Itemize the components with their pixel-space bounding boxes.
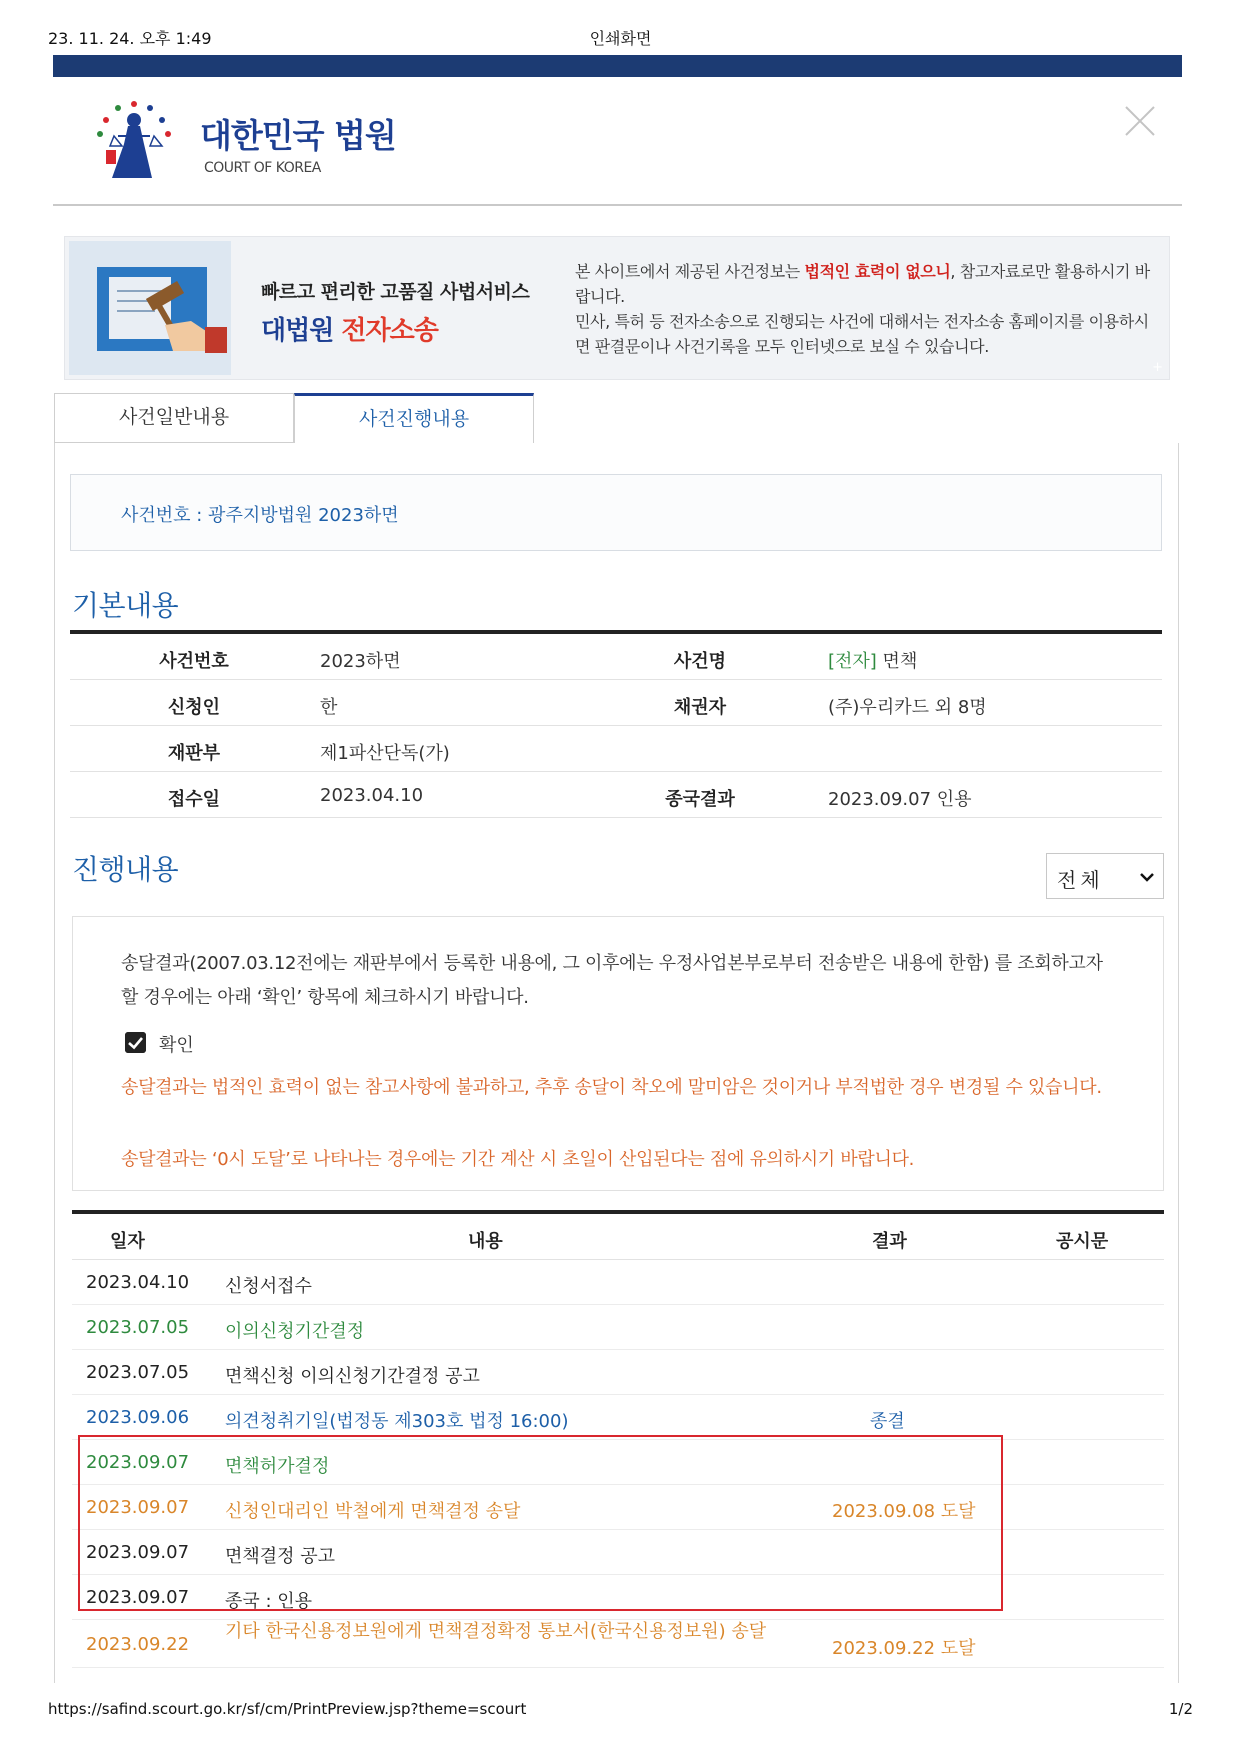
plus-icon[interactable]: + <box>1152 360 1163 375</box>
header-divider <box>53 204 1182 206</box>
progress-filter-select[interactable] <box>1046 853 1164 899</box>
row-date: 2023.04.10 <box>86 1272 190 1293</box>
tab-general[interactable]: 사건일반내용 <box>54 393 294 443</box>
print-header <box>48 26 1193 48</box>
banner-subtitle: 빠르고 편리한 고품질 사법서비스 <box>261 281 530 303</box>
tab-progress[interactable]: 사건진행내용 <box>294 393 534 443</box>
section-title-basic: 기본내용 <box>72 589 179 622</box>
section-title-progress: 진행내용 <box>72 853 179 886</box>
value-case-name <box>828 647 917 673</box>
table-row <box>70 634 1162 680</box>
checkbox-checked-icon[interactable] <box>125 1032 146 1053</box>
header-notice: 공시문 <box>1056 1231 1109 1252</box>
label-creditor: 채권자 <box>673 697 727 718</box>
court-emblem-icon <box>88 92 180 182</box>
banner-text-line2: 민사, 특허 등 전자소송으로 진행되는 사건에 대해서는 전자소송 홈페이지를 이용하시면 판결문이나 사건기록을 모두 인터넷으로 보실 수 있습니다. <box>575 312 1149 356</box>
table-row <box>72 1620 1164 1668</box>
row-date: 2023.09.07 <box>86 1587 190 1608</box>
row-content: 면책허가결정 <box>225 1456 330 1477</box>
filter-value: 전체 <box>1057 868 1104 892</box>
banner-disclaimer <box>575 259 1155 359</box>
warning-text-1: 송달결과는 법적인 효력이 없는 참고사항에 불과하고, 추후 송달이 착오에 말미암은 것이거나 부적법한 경우 변경될 수 있습니다. <box>121 1077 1102 1098</box>
table-row <box>70 680 1162 726</box>
row-result: 종결 <box>870 1411 905 1432</box>
value-filing-date: 2023.04.10 <box>320 785 424 806</box>
row-content: 면책결정 공고 <box>225 1546 336 1567</box>
row-date: 2023.09.07 <box>86 1542 190 1563</box>
row-content: 종국 : 인용 <box>225 1591 313 1612</box>
row-date: 2023.09.22 <box>86 1634 190 1655</box>
value-final-result: 2023.09.07 인용 <box>828 789 972 810</box>
table-header <box>72 1214 1164 1260</box>
row-content: 기타 한국신용정보원에게 면책결정확정 통보서(한국신용정보원) 송달 <box>225 1621 767 1642</box>
row-content: 이의신청기간결정 <box>225 1321 365 1342</box>
row-date: 2023.07.05 <box>86 1362 190 1383</box>
label-court-division: 재판부 <box>167 743 221 764</box>
value-court-division: 제1파산단독(가) <box>320 743 450 764</box>
top-bar <box>53 55 1182 77</box>
logo-english: COURT OF KOREA <box>204 160 321 176</box>
gavel-document-icon <box>69 241 231 375</box>
banner-brand <box>261 310 529 347</box>
ecourt-banner[interactable] <box>64 236 1170 380</box>
row-result: 2023.09.22 도달 <box>832 1638 976 1659</box>
content-border-left <box>54 443 55 1683</box>
print-footer <box>48 1700 1193 1720</box>
row-date: 2023.09.07 <box>86 1497 190 1518</box>
notice-text: 송달결과(2007.03.12전에는 재판부에서 등록한 내용에, 그 이후에는 우정사업본부로부터 전송받은 내용에 한함) 를 조회하고자 할 경우에는 아래 ‘확인’ 항목에 체크하시기 바랍니다. <box>121 953 1103 1008</box>
basic-info-table <box>70 630 1162 818</box>
label-filing-date: 접수일 <box>167 789 221 810</box>
print-title: 인쇄화면 <box>589 29 652 48</box>
banner-text-post: , 참고자료로만 활용하시기 바랍니다. <box>575 262 1150 306</box>
banner-text-red: 법적인 효력이 없으니 <box>804 262 951 281</box>
content-border-right <box>1178 443 1179 1683</box>
value-applicant: 한 <box>320 697 338 718</box>
value-creditor: (주)우리카드 외 8명 <box>828 697 987 718</box>
header-content: 내용 <box>468 1231 503 1252</box>
print-datetime: 23. 11. 24. 오후 1:49 <box>48 29 212 48</box>
table-row <box>70 726 1162 772</box>
case-number-line: 사건번호 : 광주지방법원 2023하면 <box>121 505 399 526</box>
electronic-tag: [전자] <box>828 651 877 672</box>
table-row <box>72 1350 1164 1395</box>
warning-text-2: 송달결과는 ‘0시 도달’로 나타나는 경우에는 기간 계산 시 초일이 산입된다는 점에 유의하시기 바랍니다. <box>121 1149 915 1170</box>
banner-brand-blue: 대법원 <box>261 316 334 346</box>
delivery-notice-box <box>72 916 1164 1191</box>
value-case-number: 2023하면 <box>320 651 401 672</box>
banner-brand-red: 전자소송 <box>341 316 438 346</box>
court-logo[interactable] <box>88 92 408 187</box>
banner-text-pre: 본 사이트에서 제공된 사건정보는 <box>575 262 805 281</box>
confirm-label: 확인 <box>159 1035 194 1056</box>
print-page-number: 1/2 <box>1168 1700 1193 1718</box>
print-url: https://safind.scourt.go.kr/sf/cm/PrintPreview.jsp?theme=scourt <box>48 1700 527 1718</box>
label-applicant: 신청인 <box>167 697 221 718</box>
table-row <box>72 1395 1164 1440</box>
row-date: 2023.09.07 <box>86 1452 190 1473</box>
row-content: 신청인대리인 박철에게 면책결정 송달 <box>225 1501 521 1522</box>
chevron-down-icon <box>1139 869 1155 885</box>
label-case-name: 사건명 <box>673 651 727 672</box>
case-number-box <box>70 474 1162 551</box>
row-content: 의견청취기일(법정동 제303호 법정 16:00) <box>225 1411 569 1432</box>
row-content: 면책신청 이의신청기간결정 공고 <box>225 1366 480 1387</box>
table-row <box>72 1260 1164 1305</box>
row-date: 2023.07.05 <box>86 1317 190 1338</box>
row-content: 신청서접수 <box>225 1276 312 1297</box>
header-result: 결과 <box>872 1231 907 1252</box>
highlight-box <box>78 1435 1003 1611</box>
case-name-text: 면책 <box>876 651 918 672</box>
header-date: 일자 <box>110 1231 145 1252</box>
row-date: 2023.09.06 <box>86 1407 190 1428</box>
label-final-result: 종국결과 <box>665 789 735 810</box>
row-result: 2023.09.08 도달 <box>832 1501 976 1522</box>
label-case-number: 사건번호 <box>159 651 229 672</box>
logo-korean: 대한민국 법원 <box>200 116 396 155</box>
table-row <box>70 772 1162 818</box>
close-icon[interactable] <box>1123 104 1157 138</box>
table-row <box>72 1305 1164 1350</box>
